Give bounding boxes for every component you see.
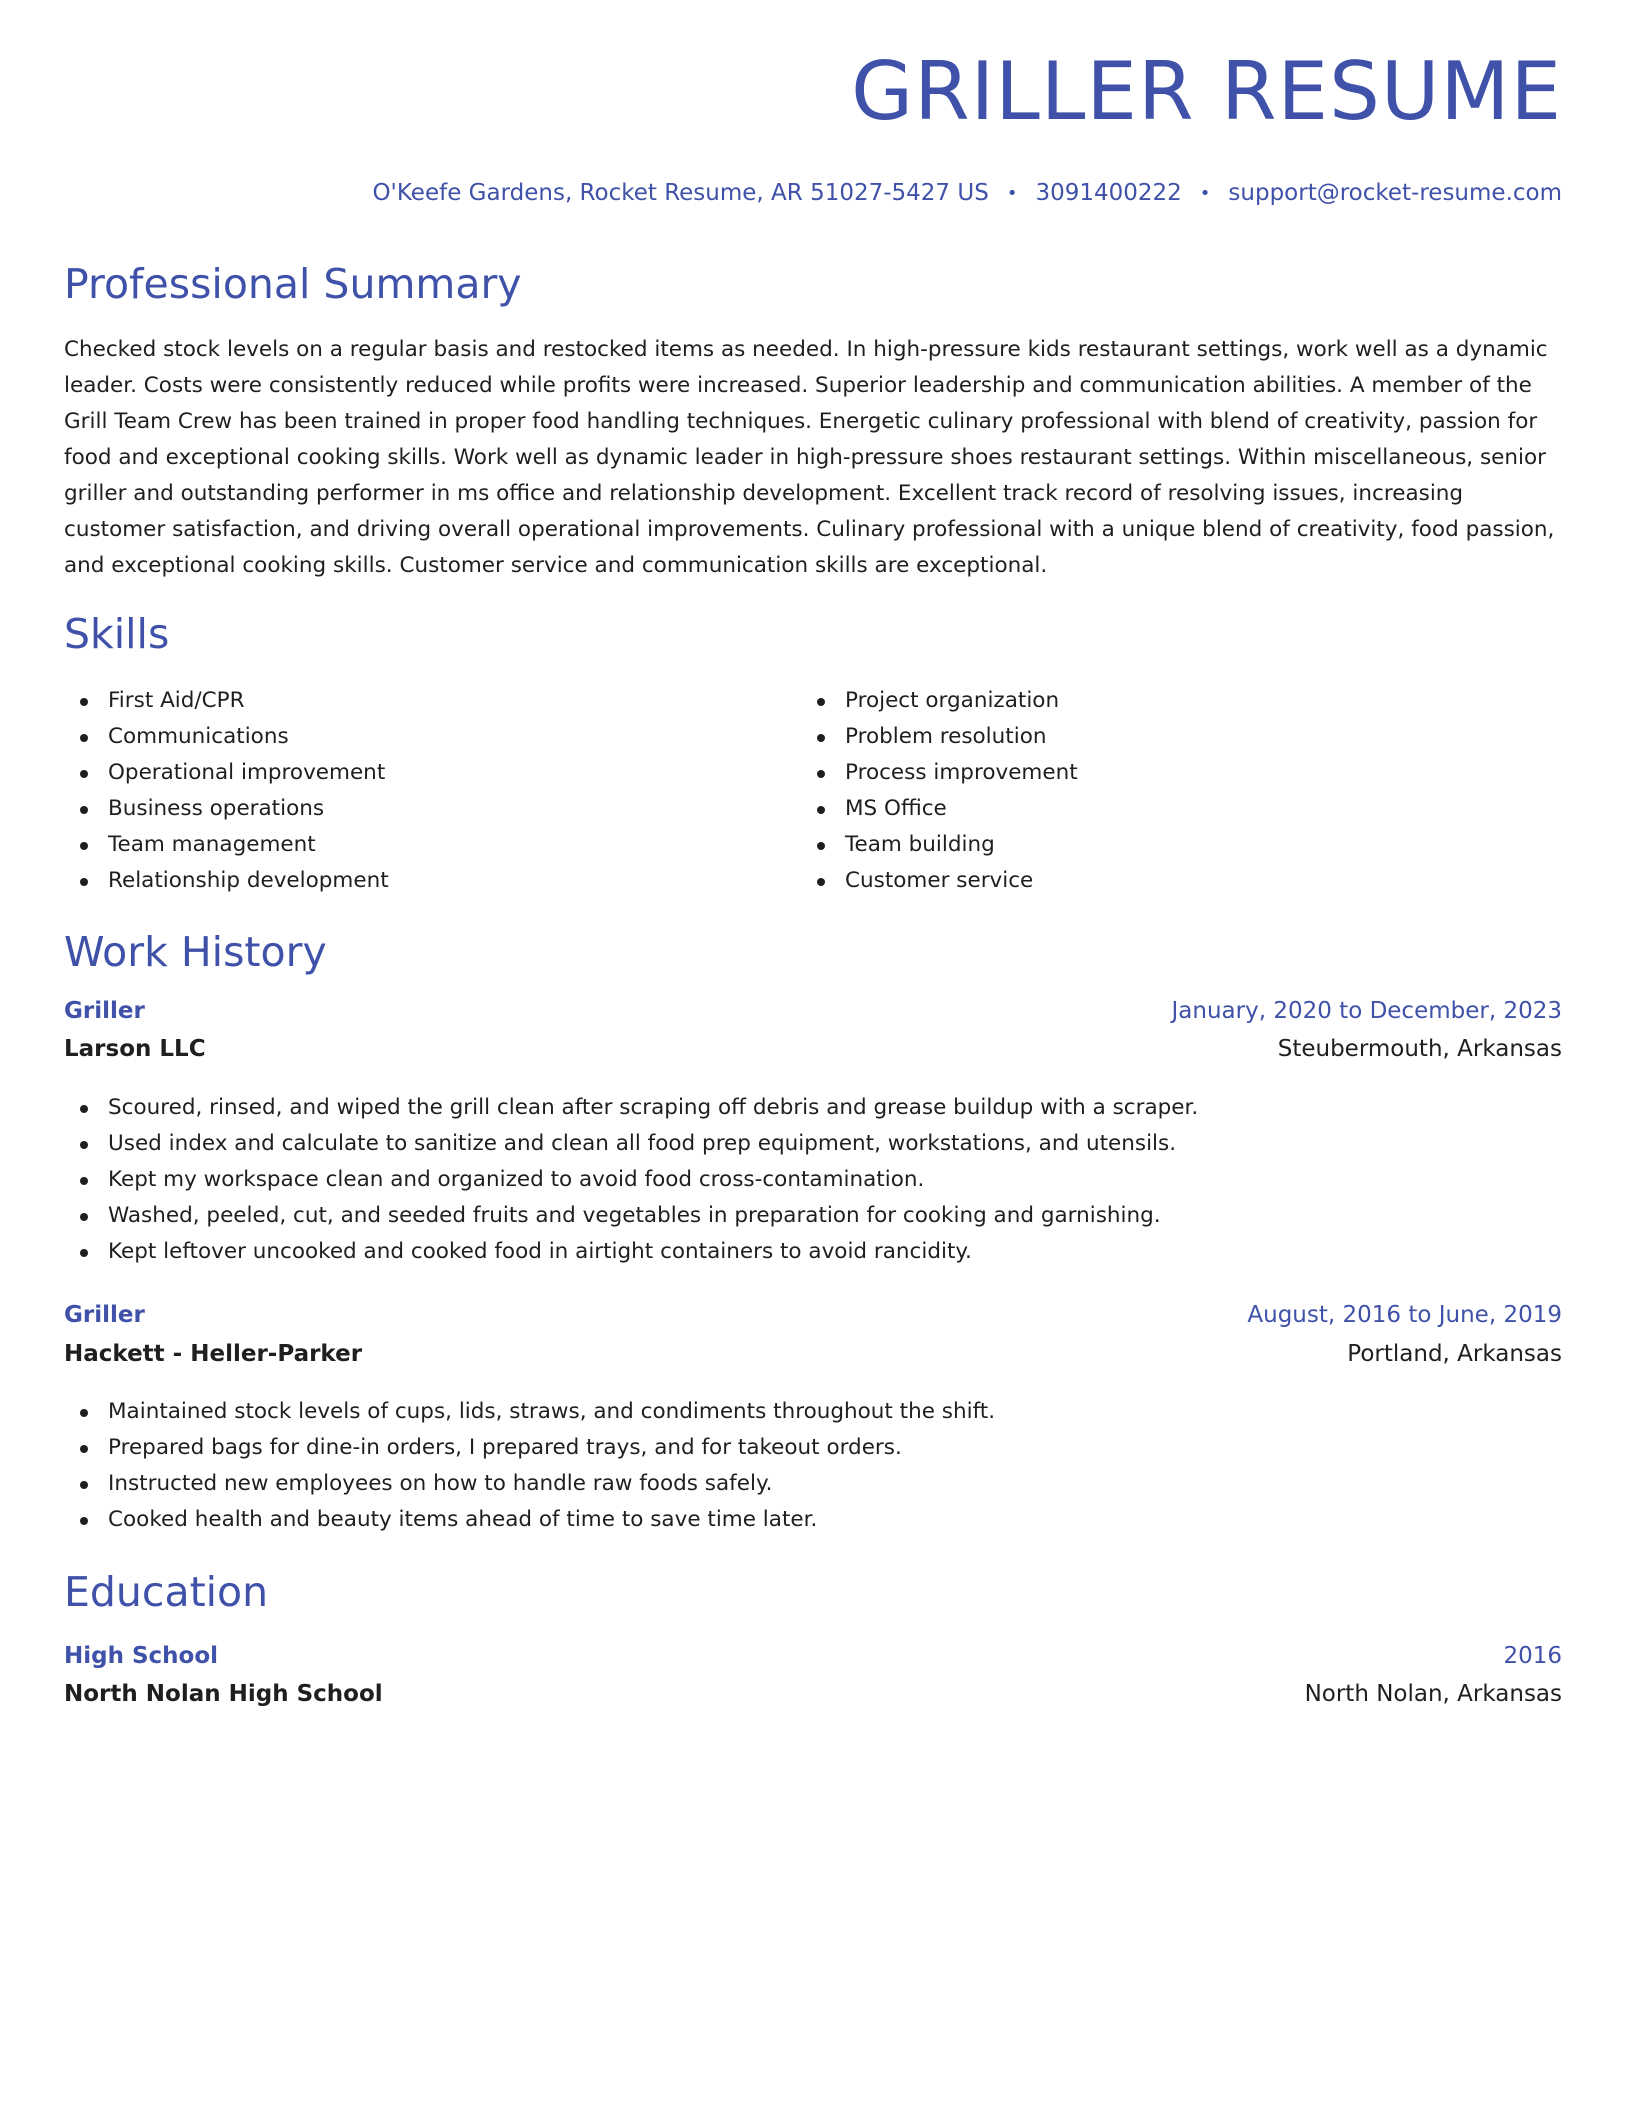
company-name: Larson LLC <box>64 1036 206 1062</box>
skill-item: Project organization <box>801 683 1501 719</box>
work-history-heading: Work History <box>64 928 327 976</box>
duty-item: Instructed new employees on how to handle raw foods safely. <box>64 1466 1562 1502</box>
skill-item: MS Office <box>801 791 1501 827</box>
job-duties <box>64 1090 1562 1270</box>
job-dates: August, 2016 to June, 2019 <box>1247 1302 1562 1328</box>
duty-item: Maintained stock levels of cups, lids, straws, and condiments throughout the shift. <box>64 1394 1562 1430</box>
skill-item: Customer service <box>801 863 1501 899</box>
skill-item: Communications <box>64 719 764 755</box>
resume-title: GRILLER RESUME <box>851 45 1562 138</box>
skills-heading: Skills <box>64 610 170 658</box>
graduation-year: 2016 <box>1503 1643 1562 1669</box>
job-header <box>64 1302 1562 1338</box>
contact-separator: • <box>1199 182 1211 204</box>
degree: High School <box>64 1643 219 1669</box>
skill-item: Process improvement <box>801 755 1501 791</box>
skills-column-right <box>801 683 1501 899</box>
skill-item: Relationship development <box>64 863 764 899</box>
skill-item: Operational improvement <box>64 755 764 791</box>
skill-item: Problem resolution <box>801 719 1501 755</box>
job-title: Griller <box>64 1302 145 1328</box>
school-location: North Nolan, Arkansas <box>1304 1681 1562 1707</box>
duty-item: Kept leftover uncooked and cooked food in airtight containers to avoid rancidity. <box>64 1234 1562 1270</box>
skill-item: Team building <box>801 827 1501 863</box>
contact-line <box>372 180 1562 206</box>
job-header <box>64 998 1562 1034</box>
education-heading: Education <box>64 1568 269 1616</box>
company-name: Hackett - Heller-Parker <box>64 1341 363 1367</box>
contact-phone: 3091400222 <box>1035 180 1182 206</box>
job-location: Steubermouth, Arkansas <box>1277 1036 1562 1062</box>
job-location: Portland, Arkansas <box>1347 1341 1562 1367</box>
summary-heading: Professional Summary <box>64 260 522 308</box>
contact-separator: • <box>1006 182 1018 204</box>
duty-item: Used index and calculate to sanitize and clean all food prep equipment, workstations, and utensils. <box>64 1126 1562 1162</box>
skill-item: First Aid/CPR <box>64 683 764 719</box>
duty-item: Kept my workspace clean and organized to avoid food cross-contamination. <box>64 1162 1562 1198</box>
duty-item: Cooked health and beauty items ahead of time to save time later. <box>64 1502 1562 1538</box>
job-employer <box>64 1036 1562 1072</box>
contact-address: O'Keefe Gardens, Rocket Resume, AR 51027-5427 US <box>372 180 989 206</box>
duty-item: Scoured, rinsed, and wiped the grill clean after scraping off debris and grease buildup with a scraper. <box>64 1090 1562 1126</box>
job-dates: January, 2020 to December, 2023 <box>1171 998 1562 1024</box>
job-employer <box>64 1341 1562 1377</box>
education-school <box>64 1681 1562 1717</box>
skill-item: Team management <box>64 827 764 863</box>
contact-email[interactable]: support@rocket-resume.com <box>1228 180 1562 206</box>
job-duties <box>64 1394 1562 1538</box>
duty-item: Prepared bags for dine-in orders, I prepared trays, and for takeout orders. <box>64 1430 1562 1466</box>
school-name: North Nolan High School <box>64 1681 383 1707</box>
job-title: Griller <box>64 998 145 1024</box>
duty-item: Washed, peeled, cut, and seeded fruits and vegetables in preparation for cooking and garnishing. <box>64 1198 1562 1234</box>
summary-text: Checked stock levels on a regular basis and restocked items as needed. In high-pressure kids restaurant settings, work well as a dynamic leader. Costs were consistently reduced while profits were increased. Superior leadership and communication abilities. A member of the Grill Team Crew has been trained in proper food handling techniques. Energetic culinary professional with blend of creativity, passion for food and exceptional cooking skills. Work well as dynamic leader in high-pressure shoes restaurant settings. Within miscellaneous, senior griller and outstanding performer in ms office and relationship development. Excellent track record of resolving issues, increasing customer satisfaction, and driving overall operational improvements. Culinary professional with a unique blend of creativity, food passion, and exceptional cooking skills. Customer service and communication skills are exceptional. <box>64 337 1555 578</box>
skills-column-left <box>64 683 764 899</box>
education-header <box>64 1643 1562 1679</box>
skill-item: Business operations <box>64 791 764 827</box>
